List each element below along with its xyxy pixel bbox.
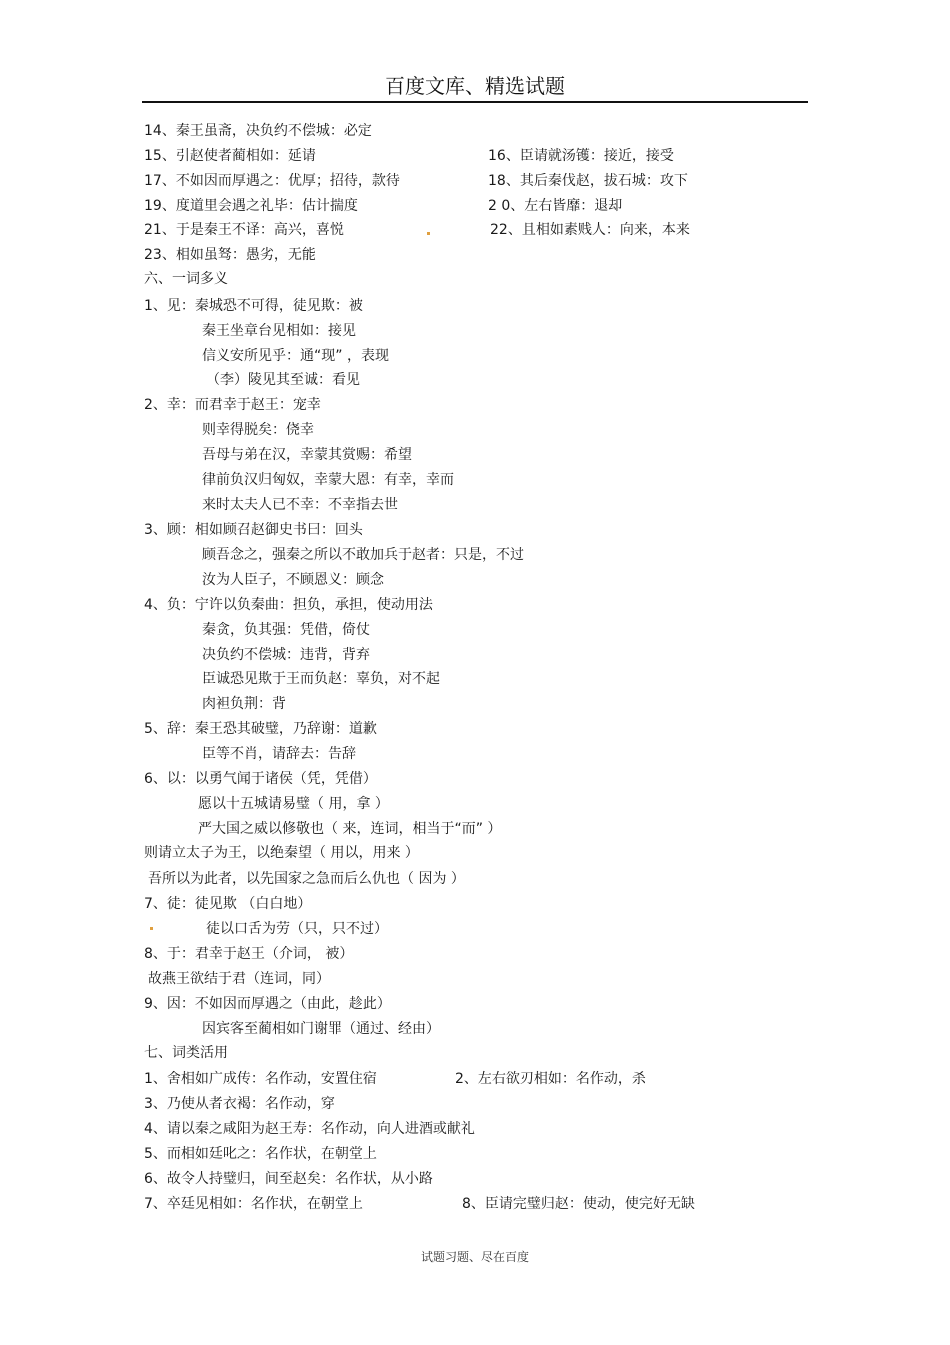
text-line: 决负约不偿城：违背，背弃 [202,647,370,663]
text-line: 顾吾念之，强秦之所以不敢加兵于赵者：只是，不过 [202,547,524,563]
text-line: 则幸得脱矣：侥幸 [202,422,314,438]
text-line: 吾所以为此者，以先国家之急而后么仇也（ 因为 ） [148,871,465,887]
text-line: 3、顾：相如顾召赵御史书曰：回头 [144,522,363,538]
text-line: 21、于是秦王不译：高兴，喜悦 [144,222,344,238]
text-line: 4、请以秦之咸阳为赵王寿：名作动，向人进酒或献礼 [144,1121,475,1137]
text-line: 3、乃使从者衣褐：名作动，穿 [144,1096,335,1112]
text-line: 因宾客至蔺相如门谢罪（通过、经由） [202,1021,440,1037]
stray-dot [150,927,153,930]
text-line: 严大国之威以修敬也（ 来，连词，相当于“而” ） [198,821,502,837]
text-line: 2 0、左右皆靡：退却 [488,198,623,214]
text-line: 4、负：宁许以负秦曲：担负，承担，使动用法 [144,597,433,613]
text-line: 8、臣请完璧归赵：使动，使完好无缺 [462,1196,695,1212]
stray-dot [427,232,430,235]
text-line: 2、幸：而君幸于赵王：宠幸 [144,397,321,413]
title-rule [142,101,808,103]
text-line: 22、且相如素贱人：向来，本来 [490,222,690,238]
text-line: 5、而相如廷叱之：名作状，在朝堂上 [144,1146,377,1162]
text-line: 2、左右欲刃相如：名作动，杀 [455,1071,646,1087]
text-line: 15、引赵使者蔺相如：延请 [144,148,316,164]
text-line: 肉袒负荆：背 [202,696,286,712]
text-line: 7、徒：徒见欺 （白白地） [144,896,312,912]
section-heading: 七、词类活用 [144,1045,228,1061]
page-title: 百度文库、精选试题 [385,74,565,98]
text-line: 6、故令人持璧归，间至赵矣：名作状，从小路 [144,1171,433,1187]
text-line: 臣诚恐见欺于王而负赵：辜负，对不起 [202,671,440,687]
text-line: 6、以：以勇气闻于诸侯（凭，凭借） [144,771,377,787]
text-line: 徒以口舌为劳（只，只不过） [206,921,388,937]
text-line: 秦贪，负其强：凭借，倚仗 [202,622,370,638]
text-line: 1、见：秦城恐不可得，徒见欺：被 [144,298,363,314]
text-line: 23、相如虽驽：愚劣，无能 [144,247,316,263]
text-line: 秦王坐章台见相如：接见 [202,323,356,339]
text-line: 8、于：君幸于赵王（介词， 被） [144,946,354,962]
section-heading: 六、一词多义 [144,271,228,287]
text-line: 愿以十五城请易璧（ 用，拿 ） [198,796,389,812]
text-line: 9、因：不如因而厚遇之（由此，趁此） [144,996,391,1012]
text-line: 来时太夫人已不幸：不幸指去世 [202,497,398,513]
text-line: 19、度道里会遇之礼毕：估计揣度 [144,198,358,214]
text-line: （李）陵见其至诚：看见 [206,372,360,388]
text-line: 7、卒廷见相如：名作状，在朝堂上 [144,1196,363,1212]
text-line: 18、其后秦伐赵，拔石城：攻下 [488,173,688,189]
text-line: 1、舍相如广成传：名作动，安置住宿 [144,1071,377,1087]
text-line: 吾母与弟在汉，幸蒙其赏赐：希望 [202,447,412,463]
text-line: 臣等不肖，请辞去：告辞 [202,746,356,762]
text-line: 17、不如因而厚遇之：优厚；招待，款待 [144,173,400,189]
text-line: 16、臣请就汤镬：接近，接受 [488,148,674,164]
text-line: 5、辞：秦王恐其破璧，乃辞谢：道歉 [144,721,377,737]
text-line: 14、秦王虽斋，决负约不偿城：必定 [144,123,372,139]
text-line: 律前负汉归匈奴，幸蒙大恩：有幸，幸而 [202,472,454,488]
page-footer: 试题习题、尽在百度 [420,1250,529,1264]
text-line: 则请立太子为王，以绝秦望（ 用以，用来 ） [144,845,419,861]
text-line: 汝为人臣子，不顾恩义：顾念 [202,572,384,588]
text-line: 故燕王欲结于君（连词，同） [148,971,330,987]
text-line: 信义安所见乎：通“现” ，表现 [202,348,389,364]
